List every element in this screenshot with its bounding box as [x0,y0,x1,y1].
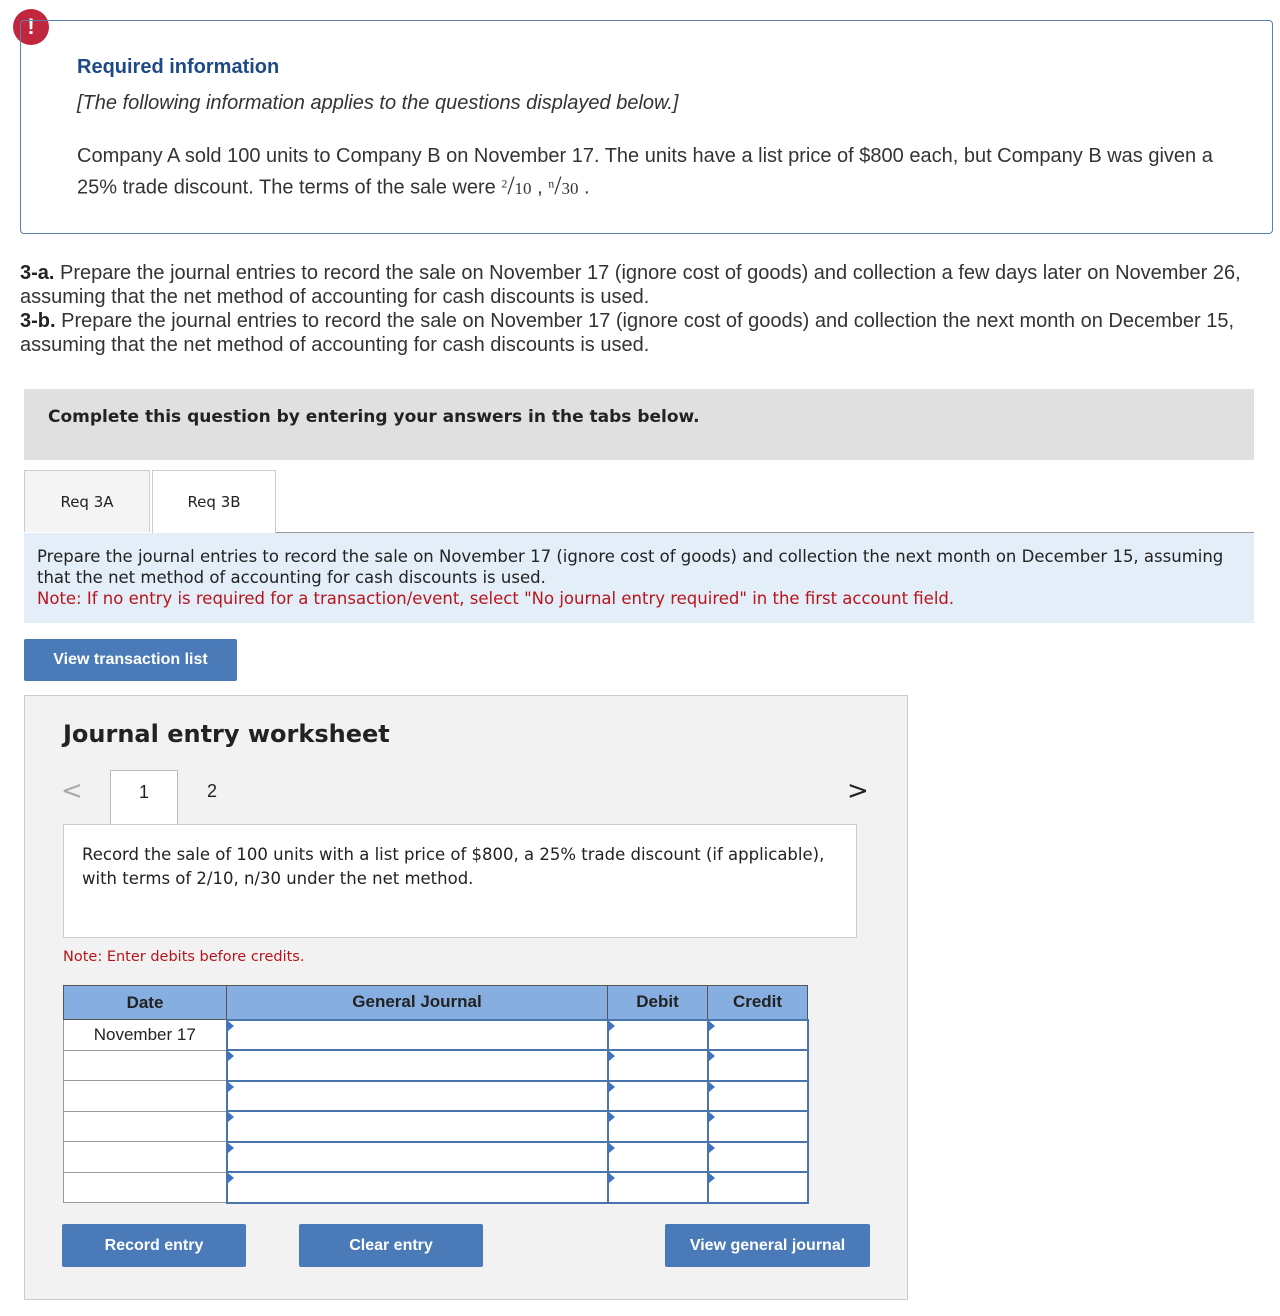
debit-field[interactable] [608,1142,708,1173]
journal-table [63,985,809,1204]
worksheet-title: Journal entry worksheet [63,720,390,748]
date-cell [64,1111,227,1142]
debit-field[interactable] [608,1172,708,1203]
debit-field[interactable] [608,1020,708,1051]
view-transaction-list-button[interactable]: View transaction list [24,639,237,681]
alert-icon: ! [13,9,49,45]
debit-field[interactable] [608,1081,708,1112]
credit-field[interactable] [708,1142,808,1173]
term2-numerator: n [548,176,555,190]
required-info-title: Required information [77,56,280,78]
required-info-body: Company A sold 100 units to Company B on November 17. The units have a list price of $800 each, but Company B was given a 25% trade discount. The terms of the sale were $^2$/10 , $^n$/30 . [77,145,1213,200]
tab-req-3b[interactable]: Req 3B [152,470,276,533]
header-date: Date [64,986,227,1020]
account-field[interactable] [227,1111,608,1142]
instructions-text: Prepare the journal entries to record the sale on November 17 (ignore cost of goods) and collection the next month on December 15, assuming that the net method of accounting for cash discounts is used. [37,547,1224,587]
question-a-text: Prepare the journal entries to record the sale on November 17 (ignore cost of goods) and collection a few days later on November 26, assuming that the net method of accounting for cash discounts is used. [20,262,1241,308]
required-info-subtitle: [The following information applies to the questions displayed below.] [77,92,679,114]
question-b-label: 3-b. [20,310,56,332]
clear-entry-button[interactable]: Clear entry [299,1224,483,1267]
term-fraction-1: $^2$/10 [501,170,532,200]
instructions-note: Note: If no entry is required for a transaction/event, select "No journal entry required" in the first account field. [37,589,955,608]
table-row [64,1020,808,1051]
worksheet-tab-2[interactable]: 2 [206,781,217,801]
credit-field[interactable] [708,1081,808,1112]
table-row [64,1172,808,1203]
chevron-right-icon[interactable]: > [847,776,869,806]
debit-field[interactable] [608,1050,708,1081]
table-row [64,1050,808,1081]
account-field[interactable] [227,1142,608,1173]
term2-denominator: 30 [561,178,579,198]
question-a-label: 3-a. [20,262,55,284]
date-cell [64,1050,227,1081]
complete-question-text: Complete this question by entering your answers in the tabs below. [48,407,700,427]
table-row [64,1111,808,1142]
header-general-journal: General Journal [227,986,608,1020]
header-credit: Credit [708,986,808,1020]
date-cell: November 17 [64,1020,227,1051]
debits-note: Note: Enter debits before credits. [63,949,305,965]
info-body-text: Company A sold 100 units to Company B on November 17. The units have a list price of $800 each, but Company B was given a 25% trade discount. The terms of the sale were [77,145,1213,199]
header-debit: Debit [608,986,708,1020]
term-fraction-2: $^n$/30 [548,170,579,200]
worksheet-tab-1[interactable]: 1 [110,770,178,826]
tab-req-3a[interactable]: Req 3A [24,470,150,532]
journal-entry-worksheet [24,695,908,1300]
question-b-text: Prepare the journal entries to record the sale on November 17 (ignore cost of goods) and collection the next month on December 15, assuming that the net method of accounting for cash discounts is used. [20,310,1235,356]
credit-field[interactable] [708,1172,808,1203]
date-cell [64,1142,227,1173]
record-entry-button[interactable]: Record entry [62,1224,246,1267]
term1-denominator: 10 [514,178,532,198]
term1-numerator: 2 [501,176,508,190]
date-cell [64,1172,227,1203]
instructions-box [24,533,1254,623]
transaction-description: Record the sale of 100 units with a list price of $800, a 25% trade discount (if applicable), with terms of 2/10, n/30 under the net method. [63,824,857,938]
account-field[interactable] [227,1050,608,1081]
view-general-journal-button[interactable]: View general journal [665,1224,870,1267]
debit-field[interactable] [608,1111,708,1142]
question-text [20,261,1270,357]
chevron-left-icon[interactable]: < [61,776,83,806]
credit-field[interactable] [708,1050,808,1081]
table-row [64,1081,808,1112]
credit-field[interactable] [708,1020,808,1051]
date-cell [64,1081,227,1112]
complete-question-bar [24,389,1254,460]
credit-field[interactable] [708,1111,808,1142]
table-row [64,1142,808,1173]
account-field[interactable] [227,1081,608,1112]
account-field[interactable] [227,1172,608,1203]
required-info-box [20,20,1273,234]
account-field[interactable] [227,1020,608,1051]
